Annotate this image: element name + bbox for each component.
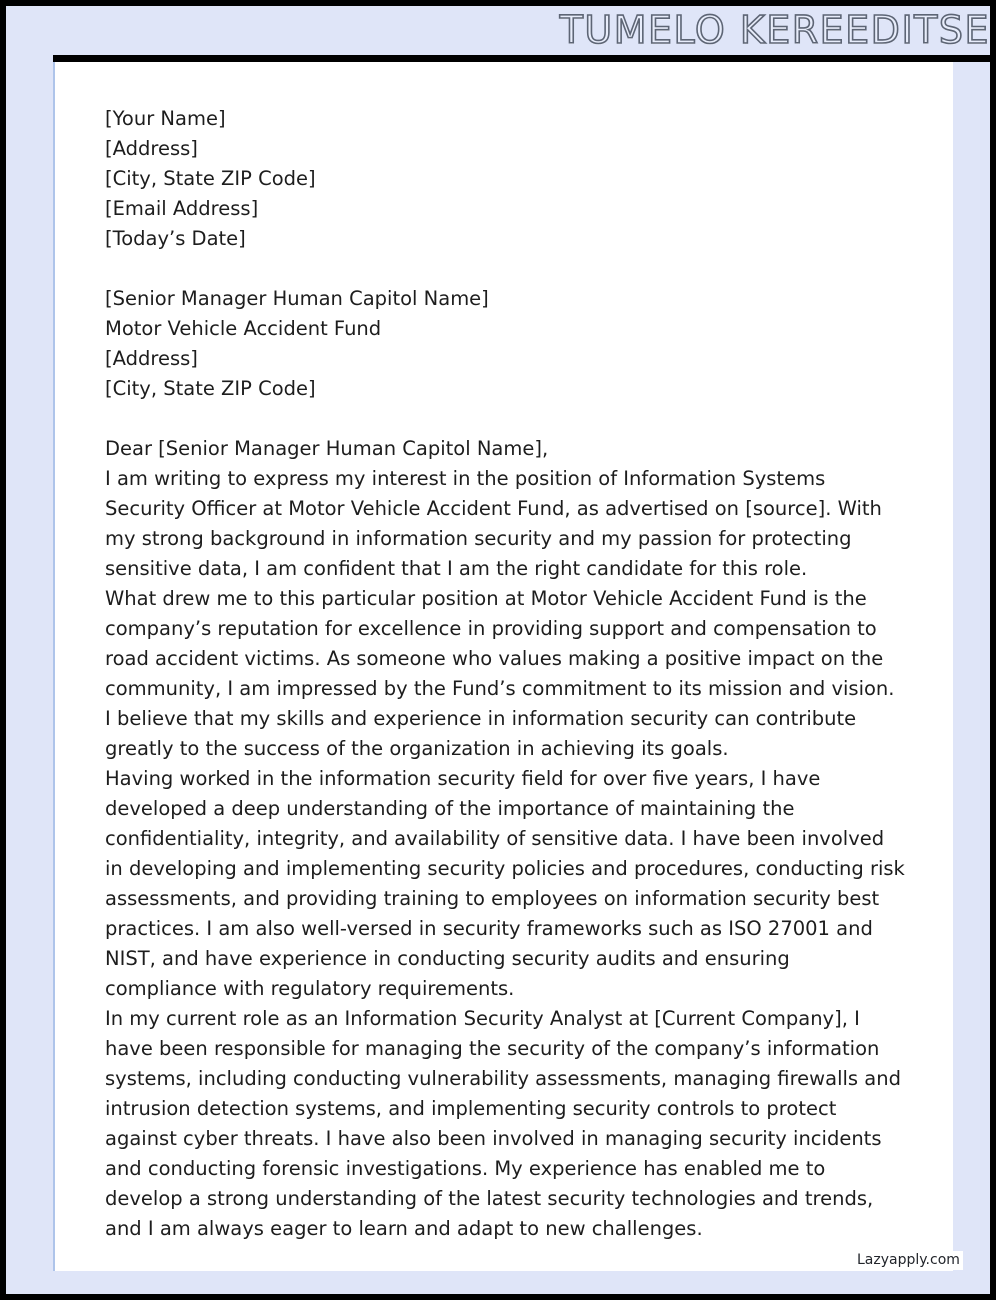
header-divider-rule	[53, 55, 996, 62]
recipient-name: [Senior Manager Human Capitol Name]	[105, 287, 489, 310]
sender-name: [Your Name]	[105, 107, 226, 130]
document-header	[12, 6, 996, 55]
sender-email: [Email Address]	[105, 197, 259, 220]
lazyapply-watermark: Lazyapply.com	[854, 1251, 963, 1270]
recipient-company: Motor Vehicle Accident Fund	[105, 317, 382, 340]
letter-content	[105, 104, 905, 1244]
recipient-city-state-zip: [City, State ZIP Code]	[105, 377, 316, 400]
body-paragraph-4: In my current role as an Information Security Analyst at [Current Company], I have been responsible for managing the security of the company’s information systems, including conducting vulnerability assessments, managing firewalls and intrusion detection systems, and implementing security controls to protect against cyber threats. I have also been involved in managing security incidents and conducting forensic investigations. My experience has enabled me to develop a strong understanding of the latest security technologies and trends, and I am always eager to learn and adapt to new challenges.	[105, 1007, 901, 1240]
salutation: Dear [Senior Manager Human Capitol Name],	[105, 437, 549, 460]
body-paragraph-2: What drew me to this particular position at Motor Vehicle Accident Fund is the company’s reputation for excellence in providing support and compensation to road accident victims. As someone who values making a positive impact on the community, I am impressed by the Fund’s commitment to its mission and vision. I believe that my skills and experience in information security can contribute greatly to the success of the organization in achieving its goals.	[105, 587, 895, 760]
sender-address: [Address]	[105, 137, 198, 160]
sender-city-state-zip: [City, State ZIP Code]	[105, 167, 316, 190]
sender-address-block	[105, 104, 905, 254]
recipient-address-block	[105, 284, 905, 404]
sender-date: [Today’s Date]	[105, 227, 246, 250]
body-paragraph-3: Having worked in the information security field for over five years, I have developed a deep understanding of the importance of maintaining the confidentiality, integrity, and availability of sensitive data. I have been involved in developing and implementing security policies and procedures, conducting risk assessments, and providing training to employees on information security best practices. I am also well-versed in security frameworks such as ISO 27001 and NIST, and have experience in conducting security audits and ensuring compliance with regulatory requirements.	[105, 767, 905, 1000]
candidate-name-heading: TUMELO KEREEDITSE	[559, 7, 990, 52]
recipient-address: [Address]	[105, 347, 198, 370]
body-paragraph-1: I am writing to express my interest in the position of Information Systems Security Officer at Motor Vehicle Accident Fund, as advertised on [source]. With my strong background in information security and my passion for protecting sensitive data, I am confident that I am the right candidate for this role.	[105, 467, 882, 580]
